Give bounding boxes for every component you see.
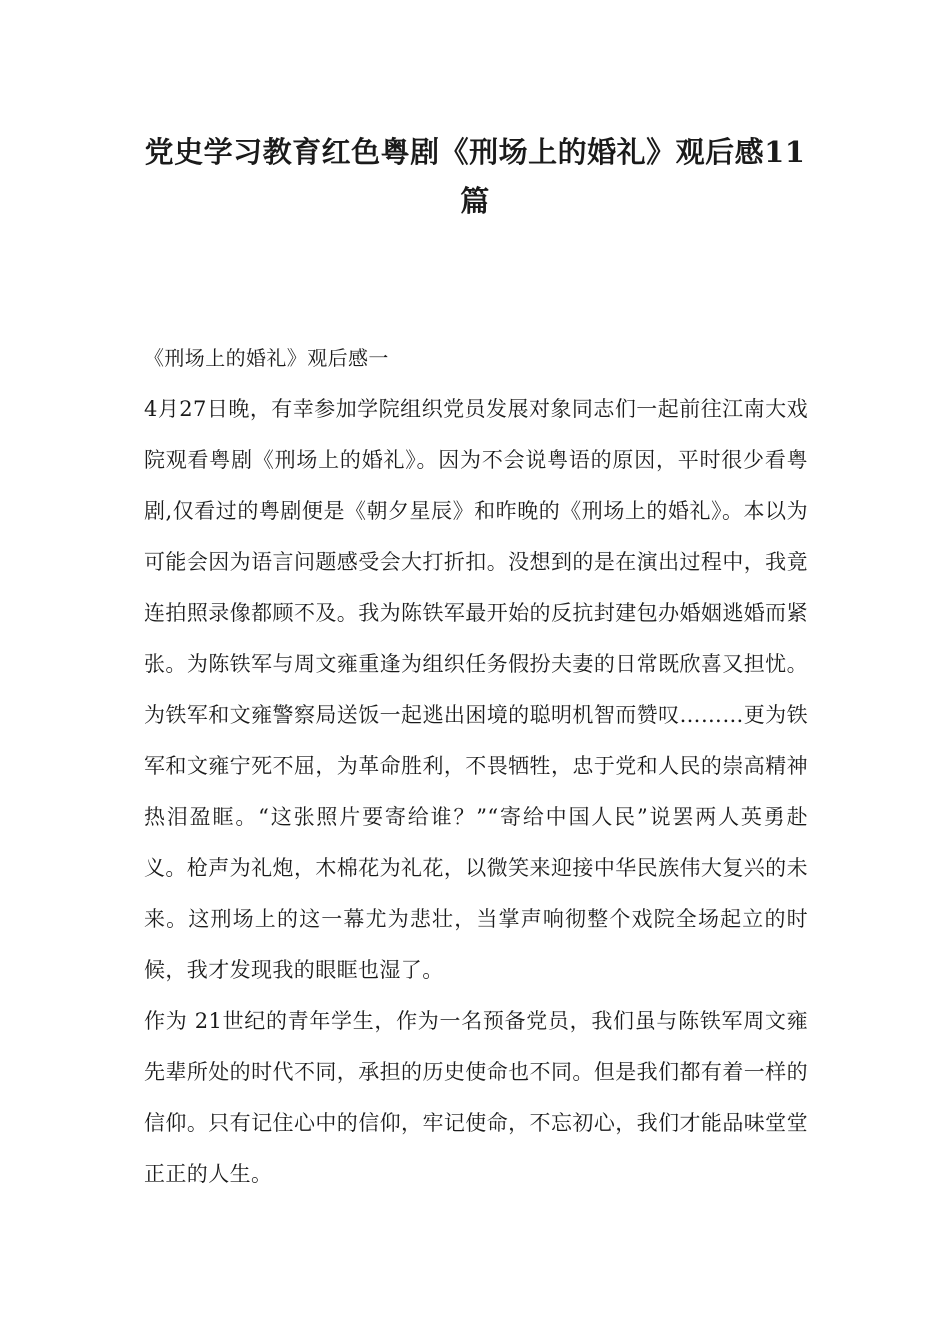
document-title: 党史学习教育红色粤剧《刑场上的婚礼》观后感11篇 [144, 135, 806, 218]
document-body [144, 333, 808, 1200]
paragraph-1: 4月27日晚，有幸参加学院组织党员发展对象同志们一起前往江南大戏院观看粤剧《刑场上的婚礼》。因为不会说粤语的原因，平时很少看粤剧,仅看过的粤剧便是《朝夕星辰》和昨晚的《刑场上的婚礼》。本以为可能会因为语言问题感受会大打折扣。没想到的是在演出过程中，我竟连拍照录像都顾不及。我为陈铁军最开始的反抗封建包办婚姻逃婚而紧张。为陈铁军与周文雍重逢为组织任务假扮夫妻的日常既欣喜又担忧。为铁军和文雍警察局送饭一起逃出困境的聪明机智而赞叹………更为铁军和文雍宁死不屈，为革命胜利，不畏牺牲，忠于党和人民的崇高精神热泪盈眶。“这张照片要寄给谁？”“寄给中国人民”说罢两人英勇赴义。枪声为礼炮，木棉花为礼花，以微笑来迎接中华民族伟大复兴的未来。这刑场上的这一幕尤为悲壮，当掌声响彻整个戏院全场起立的时候，我才发现我的眼眶也湿了。 [144, 397, 808, 982]
section-heading: 《刑场上的婚礼》观后感一 [144, 346, 389, 370]
paragraph-2: 作为 21世纪的青年学生，作为一名预备党员，我们虽与陈铁军周文雍先辈所处的时代不同，承担的历史使命也不同。但是我们都有着一样的信仰。只有记住心中的信仰，牢记使命，不忘初心，我们才能品味堂堂正正的人生。 [144, 1009, 808, 1186]
